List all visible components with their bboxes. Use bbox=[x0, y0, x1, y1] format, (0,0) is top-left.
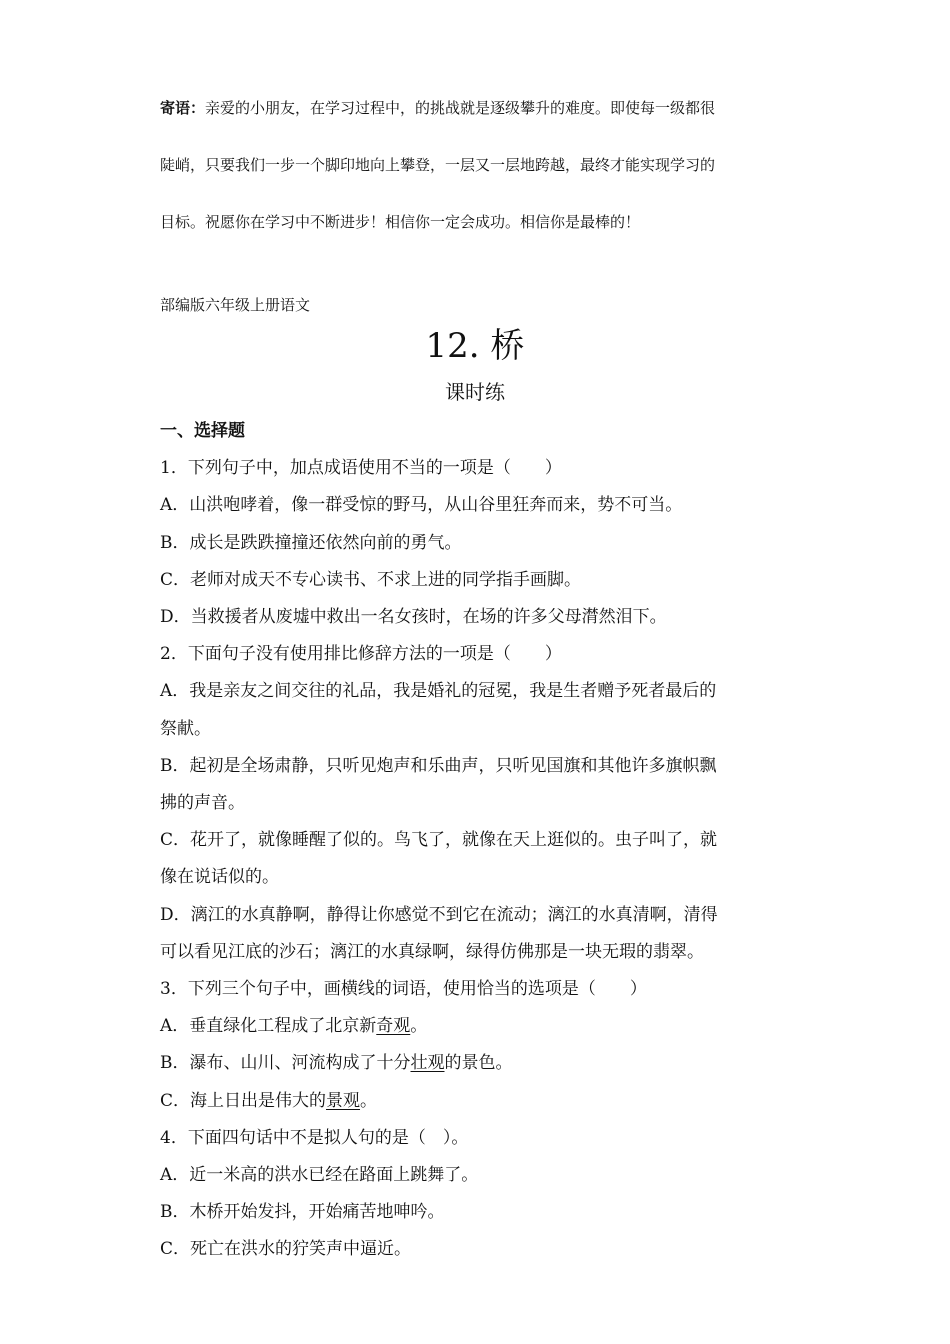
question-2-option-c-line-2: 像在说话似的。 bbox=[160, 867, 279, 888]
q3-a-text-before: A．垂直绿化工程成了北京新 bbox=[160, 1016, 377, 1037]
question-1-option-d: D．当救援者从废墟中救出一名女孩时，在场的许多父母潸然泪下。 bbox=[160, 607, 667, 628]
question-2-option-d-line-2: 可以看见江底的沙石；漓江的水真绿啊，绿得仿佛那是一块无瑕的翡翠。 bbox=[160, 941, 704, 962]
question-3-option-c bbox=[160, 1083, 800, 1120]
question-2-option-b-line-2: 拂的声音。 bbox=[160, 793, 245, 814]
intro-label: 寄语： bbox=[160, 99, 206, 117]
q3-c-text-before: C．海上日出是伟大的 bbox=[160, 1090, 327, 1111]
question-4-stem: 4．下面四句话中不是拟人句的是（ ）。 bbox=[160, 1127, 469, 1148]
intro-line-3: 目标。祝愿你在学习中不断进步！相信你一定会成功。相信你是最棒的！ bbox=[160, 213, 641, 231]
exercise-content bbox=[160, 413, 800, 1269]
intro-line-2: 陡峭，只要我们一步一个脚印地向上攀登，一层又一层地跨越，最终才能实现学习的 bbox=[160, 156, 716, 174]
question-2-option-a-line-1: A．我是亲友之间交往的礼品，我是婚礼的冠冕，我是生者赠予死者最后的 bbox=[160, 681, 717, 702]
intro-line-1 bbox=[160, 80, 800, 137]
question-3-stem: 3．下列三个句子中，画横线的词语，使用恰当的选项是（ ） bbox=[160, 979, 647, 1000]
question-4-option-a: A．近一米高的洪水已经在路面上跳舞了。 bbox=[160, 1165, 479, 1186]
q3-a-text-after: 。 bbox=[410, 1016, 428, 1037]
question-1-option-c: C．老师对成天不专心读书、不求上进的同学指手画脚。 bbox=[160, 569, 582, 590]
question-2-option-c-line-1: C．花开了，就像睡醒了似的。鸟飞了，就像在天上逛似的。虫子叫了，就 bbox=[160, 830, 718, 851]
question-2-option-d-line-1: D．漓江的水真静啊，静得让你感觉不到它在流动；漓江的水真清啊，清得 bbox=[160, 904, 718, 925]
intro-text-1: 亲爱的小朋友，在学习过程中，的挑战就是逐级攀升的难度。即使每一级都很 bbox=[205, 99, 716, 117]
lesson-title: 12. 桥 bbox=[425, 326, 525, 366]
lesson-subtitle: 课时练 bbox=[445, 380, 505, 404]
question-1-option-b: B．成长是跌跌撞撞还依然向前的勇气。 bbox=[160, 532, 462, 553]
question-2-option-a-line-2: 祭献。 bbox=[160, 718, 211, 739]
encouragement-paragraph bbox=[160, 80, 800, 251]
question-1-option-a: A．山洪咆哮着，像一群受惊的野马，从山谷里狂奔而来，势不可当。 bbox=[160, 495, 683, 516]
question-3-option-a bbox=[160, 1008, 800, 1045]
q3-a-underlined-word: 奇观 bbox=[376, 1016, 411, 1037]
question-1-stem: 1．下列句子中，加点成语使用不当的一项是（ ） bbox=[160, 458, 562, 479]
question-2-option-b-line-1: B．起初是全场肃静，只听见炮声和乐曲声，只听见国旗和其他许多旗帜飘 bbox=[160, 755, 717, 776]
textbook-series: 部编版六年级上册语文 bbox=[160, 296, 311, 314]
question-3-option-b bbox=[160, 1045, 800, 1082]
section-title: 一、选择题 bbox=[160, 421, 245, 441]
question-4-option-b: B．木桥开始发抖，开始痛苦地呻吟。 bbox=[160, 1202, 445, 1223]
question-4-option-c: C．死亡在洪水的狞笑声中逼近。 bbox=[160, 1239, 412, 1260]
q3-b-text-after: 的景色。 bbox=[444, 1053, 513, 1074]
q3-b-underlined-word: 壮观 bbox=[410, 1053, 445, 1074]
question-2-stem: 2．下面句子没有使用排比修辞方法的一项是（ ） bbox=[160, 644, 562, 665]
q3-b-text-before: B．瀑布、山川、河流构成了十分 bbox=[160, 1053, 411, 1074]
q3-c-text-after: 。 bbox=[360, 1090, 378, 1111]
q3-c-underlined-word: 景观 bbox=[326, 1090, 361, 1111]
